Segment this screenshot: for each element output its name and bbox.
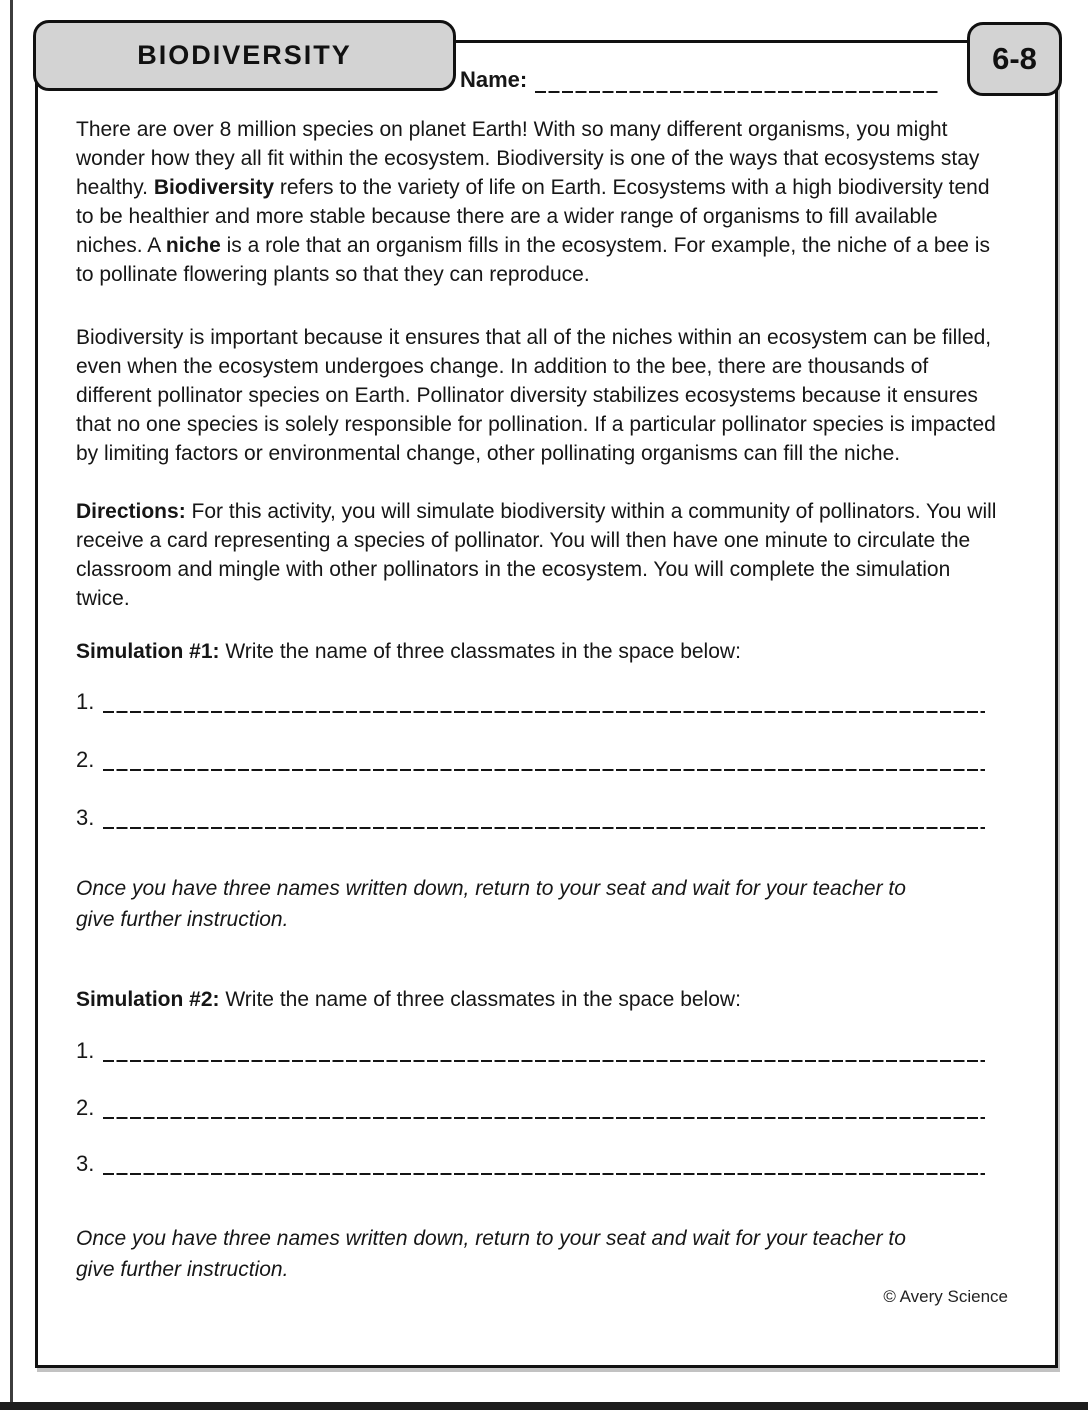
simulation1-answer-row-1 bbox=[76, 685, 1008, 715]
name-input-line[interactable] bbox=[535, 67, 940, 95]
simulation1-answer-row-3 bbox=[76, 801, 1008, 831]
grade-level-text: 6-8 bbox=[992, 41, 1037, 76]
keyword-biodiversity: Biodiversity bbox=[153, 176, 275, 199]
simulation2-answer-row-1 bbox=[76, 1034, 1008, 1064]
simulation2-heading bbox=[76, 985, 1008, 1014]
keyword-niche: niche bbox=[165, 234, 221, 257]
simulation1-answer-row-2 bbox=[76, 743, 1008, 773]
scan-edge-bottom bbox=[0, 1402, 1088, 1410]
scan-edge-left bbox=[10, 0, 13, 1410]
answer-blank-line[interactable] bbox=[103, 1091, 985, 1121]
simulation2-label: Simulation #2: bbox=[76, 988, 220, 1011]
worksheet-body bbox=[35, 40, 1058, 1368]
title-box bbox=[33, 20, 456, 91]
intro-text-3: is a role that an organism fills in the ecosystem. For example, the niche of a bee is to pollinate flowering plants so that they can reproduce. bbox=[76, 234, 990, 286]
simulation2-note: Once you have three names written down, return to your seat and wait for your teacher to give further instruction. bbox=[76, 1227, 906, 1281]
simulation1-prompt: Write the name of three classmates in the space below: bbox=[219, 640, 741, 663]
simulation1-label: Simulation #1: bbox=[76, 640, 220, 663]
answer-number: 1. bbox=[76, 1038, 95, 1063]
answer-number: 2. bbox=[76, 1095, 95, 1120]
worksheet-content bbox=[38, 43, 1055, 1365]
simulation2-prompt: Write the name of three classmates in the space below: bbox=[219, 988, 741, 1011]
answer-blank-line[interactable] bbox=[103, 801, 985, 831]
intro-paragraph bbox=[76, 115, 1008, 289]
importance-paragraph: Biodiversity is important because it ensures that all of the niches within an ecosystem can be filled, even when the ecosystem undergoes change. In addition to the bee, there are thousands of different pollinator species on Earth. Pollinator diversity stabilizes ecosystems because it ensures that no one species is solely responsible for pollination. If a particular pollinator species is impacted by limiting factors or environmental change, other pollinating organisms can fill the niche. bbox=[76, 326, 996, 465]
answer-blank-line[interactable] bbox=[103, 1034, 985, 1064]
copyright-credit: © Avery Science bbox=[883, 1287, 1008, 1306]
simulation1-note: Once you have three names written down, return to your seat and wait for your teacher to give further instruction. bbox=[76, 877, 906, 931]
answer-blank-line[interactable] bbox=[103, 743, 985, 773]
answer-number: 3. bbox=[76, 1151, 95, 1176]
name-row bbox=[460, 65, 940, 95]
simulation1-heading bbox=[76, 637, 1008, 666]
grade-level-badge bbox=[967, 22, 1062, 96]
simulation2-answer-row-2 bbox=[76, 1091, 1008, 1121]
answer-number: 2. bbox=[76, 747, 95, 772]
directions-label: Directions: bbox=[76, 500, 186, 523]
intro-text-2: refers to the variety of life on Earth. Ecosystems with a high biodiversity tend to be healthier and more stable because there are a wider range of organisms to fill available niches. A bbox=[76, 176, 990, 257]
directions-paragraph bbox=[76, 497, 1008, 613]
simulation2-answer-row-3 bbox=[76, 1147, 1008, 1177]
name-label: Name: bbox=[460, 67, 528, 92]
answer-blank-line[interactable] bbox=[103, 685, 985, 715]
directions-text: For this activity, you will simulate biodiversity within a community of pollinators. You will receive a card representing a species of pollinator. You will then have one minute to circulate the classroom and mingle with other pollinators in the ecosystem. You will complete the simulation twice. bbox=[76, 500, 997, 610]
answer-number: 1. bbox=[76, 689, 95, 714]
page-title: BIODIVERSITY bbox=[137, 40, 352, 70]
intro-text-1: There are over 8 million species on planet Earth! With so many different organisms, you might wonder how they all fit within the ecosystem. Biodiversity is one of the ways that ecosystems stay healthy. bbox=[76, 118, 980, 199]
answer-blank-line[interactable] bbox=[103, 1147, 985, 1177]
answer-number: 3. bbox=[76, 805, 95, 830]
